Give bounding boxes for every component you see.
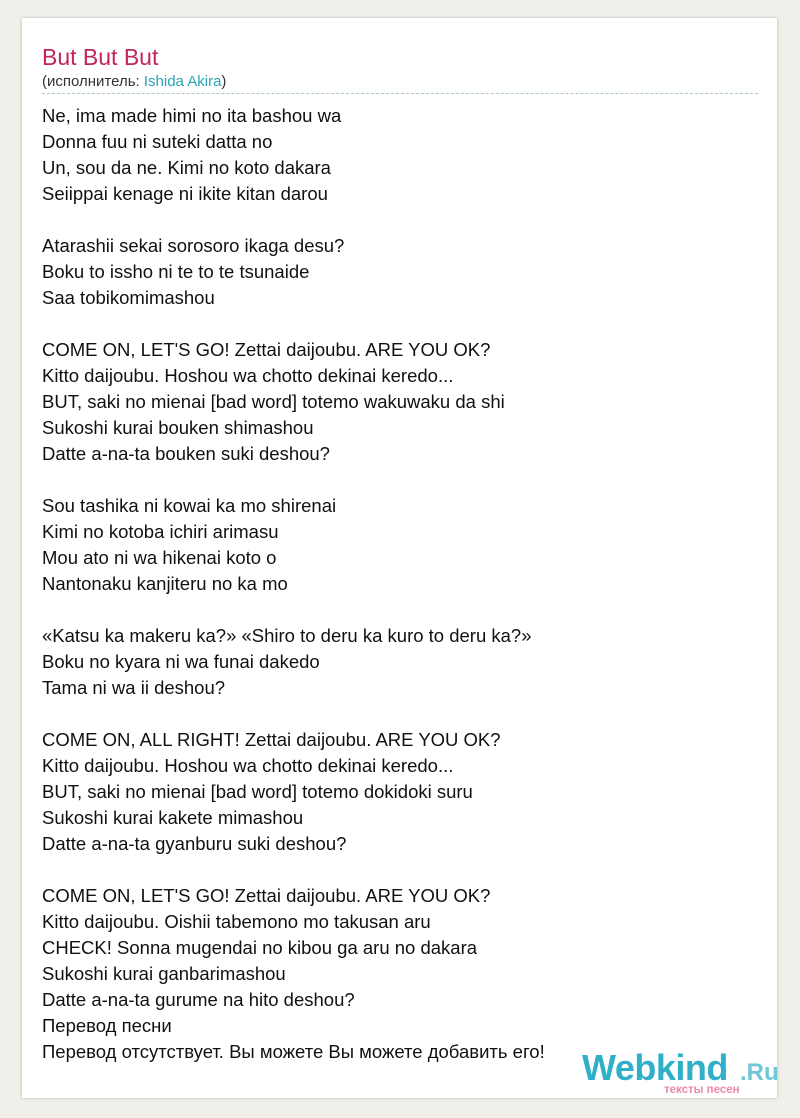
lyric-line: Un, sou da ne. Kimi no koto dakara bbox=[42, 157, 331, 178]
logo-wordmark: Webkind bbox=[582, 1047, 728, 1088]
lyric-line: Sukoshi kurai ganbarimashou bbox=[42, 963, 286, 984]
lyric-line: Tama ni wa ii deshou? bbox=[42, 677, 226, 698]
lyric-line: Boku no kyara ni wa funai dakedo bbox=[42, 651, 320, 672]
lyric-line: Datte a-na-ta gurume na hito deshou? bbox=[42, 989, 355, 1010]
lyric-line: Atarashii sekai sorosoro ikaga desu? bbox=[42, 235, 345, 256]
lyric-line: Kitto daijoubu. Hoshou wa chotto dekinai keredo... bbox=[42, 365, 454, 386]
lyrics-body bbox=[42, 103, 752, 1065]
lyric-line: BUT, saki no mienai [bad word] totemo dokidoki suru bbox=[42, 781, 473, 802]
lyric-line: «Katsu ka makeru ka?» «Shiro to deru ka kuro to deru ka?» bbox=[42, 625, 532, 646]
artist-link[interactable]: Ishida Akira bbox=[143, 73, 222, 90]
logo-domain: .Ru bbox=[740, 1059, 779, 1086]
lyric-line: Datte a-na-ta bouken suki deshou? bbox=[42, 443, 330, 464]
lyric-line: Kitto daijoubu. Oishii tabemono mo takusan aru bbox=[42, 911, 431, 932]
lyrics-card bbox=[22, 18, 777, 1098]
song-title: But But But bbox=[42, 44, 159, 70]
lyric-line: COME ON, LET'S GO! Zettai daijoubu. ARE YOU OK? bbox=[42, 885, 491, 906]
lyric-line: Nantonaku kanjiteru no ka mo bbox=[42, 573, 288, 594]
lyric-line: Kitto daijoubu. Hoshou wa chotto dekinai keredo... bbox=[42, 755, 454, 776]
lyric-line: Mou ato ni wa hikenai koto o bbox=[42, 547, 277, 568]
logo-tagline: тексты песен bbox=[664, 1084, 740, 1096]
lyric-line: Sukoshi kurai bouken shimashou bbox=[42, 417, 314, 438]
dashed-divider bbox=[42, 93, 758, 94]
artist-prefix: (исполнитель: bbox=[42, 73, 144, 90]
lyric-line: COME ON, ALL RIGHT! Zettai daijoubu. ARE YOU OK? bbox=[42, 729, 501, 750]
artist-suffix: ) bbox=[221, 73, 227, 90]
lyric-line: Sukoshi kurai kakete mimashou bbox=[42, 807, 304, 828]
stanza-gap bbox=[42, 311, 752, 337]
lyric-line: Ne, ima made himi no ita bashou wa bbox=[42, 105, 342, 126]
lyric-line: Boku to issho ni te to te tsunaide bbox=[42, 261, 310, 282]
stanza-gap bbox=[42, 857, 752, 883]
lyric-line: Kimi no kotoba ichiri arimasu bbox=[42, 521, 279, 542]
stanza-gap bbox=[42, 467, 752, 493]
lyric-line: BUT, saki no mienai [bad word] totemo wakuwaku da shi bbox=[42, 391, 505, 412]
lyric-line: Seiippai kenage ni ikite kitan darou bbox=[42, 183, 328, 204]
lyric-line: Saa tobikomimashou bbox=[42, 287, 215, 308]
lyric-line: COME ON, LET'S GO! Zettai daijoubu. ARE YOU OK? bbox=[42, 339, 491, 360]
artist-line bbox=[42, 72, 226, 92]
stanza-gap bbox=[42, 597, 752, 623]
lyric-line: Donna fuu ni suteki datta no bbox=[42, 131, 273, 152]
lyric-line: CHECK! Sonna mugendai no kibou ga aru no dakara bbox=[42, 937, 478, 958]
lyric-line: Datte a-na-ta gyanburu suki deshou? bbox=[42, 833, 347, 854]
stanza-gap bbox=[42, 701, 752, 727]
lyric-line: Перевод отсутствует. Вы можете Вы можете добавить его! bbox=[42, 1041, 545, 1062]
stanza-gap bbox=[42, 207, 752, 233]
lyric-line: Sou tashika ni kowai ka mo shirenai bbox=[42, 495, 337, 516]
lyric-line: Перевод песни bbox=[42, 1015, 172, 1036]
webkind-logo bbox=[582, 1048, 782, 1098]
